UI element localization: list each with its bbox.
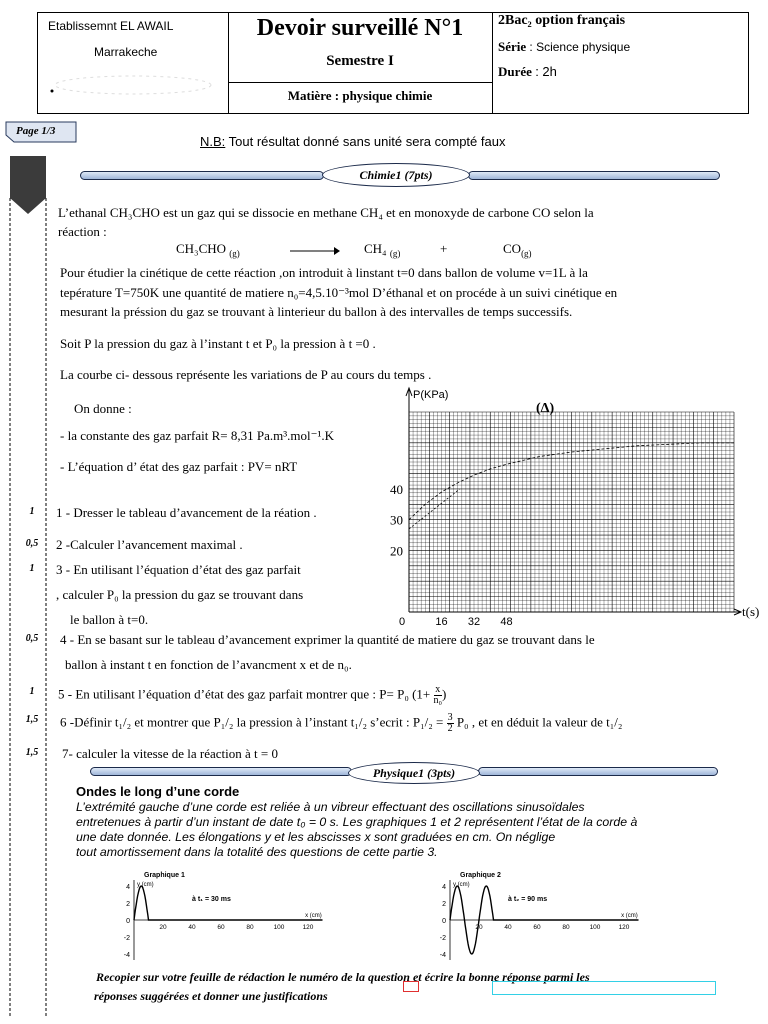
footer-line-2: réponses suggérées et donner une justifications	[94, 989, 328, 1003]
question-points: 1	[29, 686, 35, 697]
wave-y-tick: 4	[126, 884, 130, 891]
ideal-gas-law: - L’équation d’ état des gaz parfait : PV= nRT	[60, 459, 298, 474]
x-tick-label: 0	[399, 616, 406, 628]
gas-constant: - la constante des gaz parfait R= 8,31 Pa.m³.mol⁻¹.K	[60, 428, 334, 443]
y-tick-label: 20	[390, 543, 403, 559]
physique-banner-bar-right	[478, 767, 718, 776]
para-line-3: mesurant la préssion du gaz se trouvant à linterieur du ballon à des intervalles de temps successifs.	[60, 304, 573, 319]
wave-x-tick: 120	[302, 924, 314, 931]
chimie-banner: Chimie1 (7pts)	[322, 163, 470, 187]
wave-title: Graphique 2	[460, 872, 501, 879]
physique-banner-bar-left	[90, 767, 352, 776]
question-points: 0,5	[25, 633, 39, 644]
tangent-line	[409, 489, 460, 529]
page-label-tab: Page 1/3	[4, 121, 78, 143]
intro-line-2: réaction :	[58, 224, 107, 239]
wave-curve	[134, 886, 323, 920]
question-points: 1,5	[25, 747, 39, 758]
wave-y-tick: -4	[123, 952, 130, 959]
wave-x-tick: 20	[159, 924, 167, 931]
reaction-equation: CH₃CHO $_{(g)}$	[176, 241, 240, 259]
duration: Durée : 2h	[498, 64, 557, 79]
para-line-2: tepérature T=750K une quantité de matiere n₀=4,5.10⁻³mol D’éthanal et on procéde à un suivi cinétique en	[60, 285, 618, 300]
question-points: 1,5	[25, 714, 39, 725]
y-axis-label: P(KPa)	[413, 389, 449, 401]
para-line-1: Pour étudier la cinétique de cette réaction ,on introduit à linstant t=0 dans ballon de volume v=1L à la	[60, 265, 588, 280]
question-points: 1	[29, 506, 35, 517]
question-3: 3 - En utilisant l’équation d’état des gaz parfait	[56, 562, 301, 577]
class-level: 2Bac₂ option français	[498, 13, 626, 28]
wave-title: Graphique 1	[144, 872, 185, 879]
wave-x-tick: 20	[475, 924, 483, 931]
physique-para-line: entretenues à partir d’un instant de date t₀ = 0 s. Les graphiques 1 et 2 représentent l’état de la corde à	[76, 815, 638, 829]
wave-x-tick: 80	[246, 924, 254, 931]
chimie-banner-bar-right	[468, 171, 720, 180]
para-line-4: Soit P la pression du gaz à l’instant t et P₀ la pression à t =0 .	[60, 336, 376, 351]
wave-y-tick: 2	[442, 901, 446, 908]
physique-heading: Ondes le long d’une corde	[76, 784, 240, 799]
x-tick-label: 16	[435, 616, 448, 628]
fraction-x-n0: $\frac{x}{\text{n₀}}$	[433, 684, 443, 706]
wave-y-tick: 0	[442, 918, 446, 925]
question-points: 0,5	[25, 538, 39, 549]
chimie-banner-bar-left	[80, 171, 324, 180]
wave-y-tick: 0	[126, 918, 130, 925]
physique-para-line: une date donnée. Les élongations y et les abscisses x sont graduées en cm. On néglige	[76, 830, 556, 844]
footer-line-1: Recopier sur votre feuille de rédaction le numéro de la question et écrire la bonne réponse parmi les	[96, 970, 590, 984]
wave-x-tick: 80	[562, 924, 570, 931]
wave-x-label: x (cm)	[621, 913, 638, 919]
question-9: 6 -Définir t₁/₂ et montrer que P₁/₂ la pression à l’instant t₁/₂ s’ecrit : P₁/₂ = $\frac{3}{2}$ P₀ , et en déduit la valeur de t₁/₂	[60, 712, 623, 734]
intro-line-1: L’ethanal CH₃CHO est un gaz qui se dissocie en methane CH₄ et en monoxyde de carbone CO selon la	[58, 205, 594, 220]
wave-y-label: y (cm)	[137, 882, 154, 888]
reaction-arrow	[290, 244, 340, 262]
wave-x-tick: 60	[217, 924, 225, 931]
y-tick-label: 40	[390, 481, 403, 497]
physique-para-line: tout amortissement dans la totalité des questions de cette partie 3.	[76, 845, 438, 859]
red-marker-box	[403, 981, 419, 992]
wave-y-tick: -4	[439, 952, 446, 959]
school-name: Etablissemnt EL AWAIL	[48, 19, 174, 33]
question-4: , calculer P₀ la pression du gaz se trouvant dans	[56, 587, 304, 602]
wave-x-tick: 40	[188, 924, 196, 931]
nb-note: N.B: Tout résultat donné sans unité sera compté faux	[200, 134, 506, 149]
exam-title: Devoir surveillé N°1	[256, 15, 464, 41]
on-donne: On donne :	[74, 401, 132, 416]
wave-y-tick: 4	[442, 884, 446, 891]
wave-time-note: à t₁ = 30 ms	[192, 896, 231, 903]
serie: Série : Science physique	[498, 39, 631, 54]
wave-graph-1	[116, 865, 376, 959]
question-points: 1	[29, 563, 35, 574]
wave-y-tick: 2	[126, 901, 130, 908]
wave-x-tick: 60	[533, 924, 541, 931]
question-7: ballon à instant t en fonction de l’avancment x et de n₀.	[65, 657, 352, 672]
subject: Matière : physique chimie	[287, 88, 433, 103]
question-1: 1 - Dresser le tableau d’avancement de la réation .	[56, 505, 317, 520]
wave-x-tick: 120	[618, 924, 630, 931]
wave-time-note: à t₂ = 90 ms	[508, 896, 548, 903]
question-5: le ballon à t=0.	[70, 612, 149, 627]
chart-title: (Δ)	[536, 401, 555, 416]
wave-y-tick: -2	[439, 935, 446, 942]
x-tick-label: 48	[500, 616, 513, 628]
product-co: $CO_{(g)}$	[503, 241, 532, 259]
cyan-highlight-box	[492, 981, 716, 995]
question-8: 5 - En utilisant l’équation d’état des gaz parfait montrer que : P= P₀ (1+ $\frac{x}{\text{n₀}}$ )	[58, 684, 447, 706]
x-axis-label: t(s)	[742, 604, 760, 619]
pressure-time-chart	[372, 386, 768, 626]
x-tick-label: 32	[467, 616, 481, 628]
wave-x-tick: 100	[273, 924, 285, 931]
margin-strip	[9, 156, 47, 1016]
wave-y-label: y (cm)	[453, 882, 470, 888]
city-name: Marrakeche	[94, 45, 158, 59]
wave-x-tick: 100	[589, 924, 601, 931]
semester: Semestre I	[326, 53, 394, 69]
question-10: 7- calculer la vitesse de la réaction à t = 0	[62, 746, 278, 761]
header-box	[37, 12, 749, 114]
wave-graph-2	[432, 865, 702, 959]
wave-x-label: x (cm)	[305, 913, 322, 919]
fraction-3-2: $\frac{3}{2}$	[447, 712, 453, 734]
wave-y-tick: -2	[123, 935, 130, 942]
physique-para-line: L’extrémité gauche d’une corde est reliée à un vibreur effectuant des oscillations sinusoïdales	[76, 800, 585, 814]
wave-x-tick: 40	[504, 924, 512, 931]
physique-banner: Physique1 (3pts)	[348, 762, 480, 784]
para-line-5: La courbe ci- dessous représente les variations de P au cours du temps .	[60, 367, 432, 382]
product-ch4: CH₄ $_{(g)}$	[364, 241, 401, 259]
y-tick-label: 30	[390, 512, 403, 528]
stamp-smudge	[48, 71, 218, 99]
question-2: 2 -Calculer l’avancement maximal .	[56, 537, 243, 552]
question-6: 4 - En se basant sur le tableau d’avancement exprimer la quantité de matiere du gaz se trouvant dans le	[60, 632, 595, 647]
plus-sign: +	[440, 241, 448, 256]
